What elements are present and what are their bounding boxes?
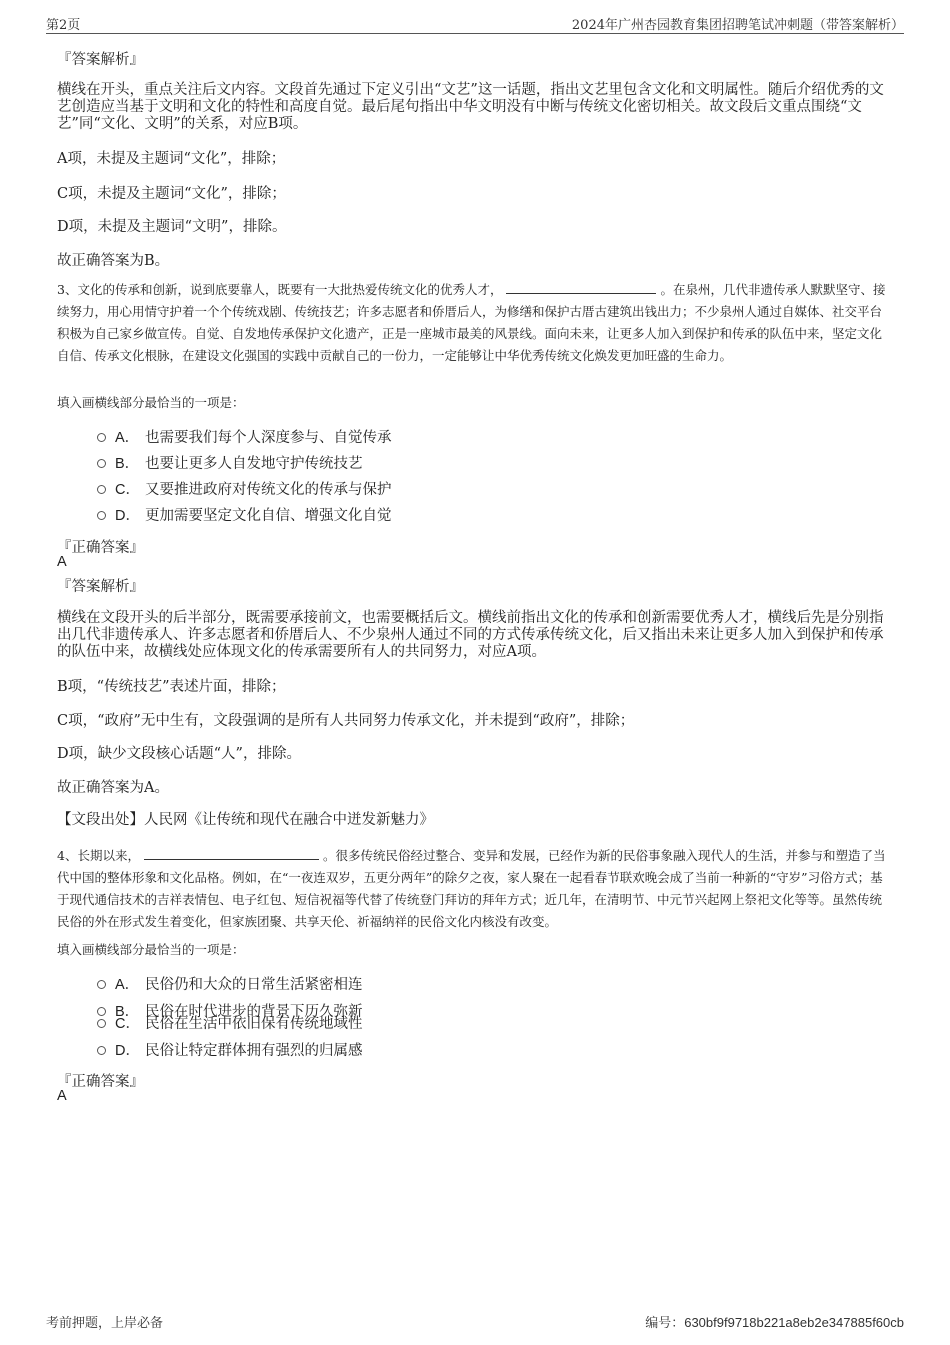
q3-text-after: 。在泉州，几代非遗传承人默默坚守、接续努力，用心用情守护着一个个传统戏剧、传统技艺；许多志愿者和侨厝后人，为修缮和保护古厝古建筑出钱出力；不少泉州人通过自媒体、社交平台积极为自己家乡做宣传。自觉、自发地传承保护文化遗产，正是一座城市最美的风景线。面向未来，让更多人加入到保护和传承的队伍中来，坚定文化自信、传承文化根脉，在建设文化强国的实践中贡献自己的一份力，一定能够让中华优秀传统文化焕发更加旺盛的生命力。 [57, 282, 886, 363]
q3-source: 【文段出处】人民网《让传统和现代在融合中迸发新魅力》 [57, 812, 434, 828]
q4-correct-label: 『正确答案』 [57, 1074, 144, 1090]
q4-correct-answer: A [57, 1088, 67, 1104]
q3-prompt: 填入画横线部分最恰当的一项是： [57, 395, 245, 410]
q3-blank [506, 280, 656, 294]
radio-icon[interactable] [97, 433, 106, 442]
q3-note-c: C项，“政府”无中生有，文段强调的是所有人共同努力传承文化，并未提到“政府”，排除； [57, 713, 635, 729]
radio-icon[interactable] [97, 1019, 106, 1028]
q3-note-d: D项，缺少文段核心话题“人”，排除。 [57, 746, 301, 762]
q4-prompt: 填入画横线部分最恰当的一项是： [57, 942, 245, 957]
q3-option-b[interactable]: B． 也要让更多人自发地守护传统技艺 [97, 455, 363, 473]
q4-stem [57, 845, 892, 933]
q3-option-c[interactable]: C． 又要推进政府对传统文化的传承与保护 [97, 481, 392, 499]
footer-slogan: 考前押题，上岸必备 [46, 1316, 164, 1331]
q2-analysis-label: 『答案解析』 [57, 52, 144, 68]
q2-note-d: D项，未提及主题词“文明”，排除。 [57, 219, 287, 235]
q4-option-d[interactable]: D． 民俗让特定群体拥有强烈的归属感 [97, 1042, 363, 1060]
radio-icon[interactable] [97, 980, 106, 989]
q4-option-c[interactable]: C． 民俗在生活中依旧保有传统地域性 [97, 1015, 363, 1033]
q3-analysis-paragraph: 横线在文段开头的后半部分，既需要承接前文，也需要概括后文。横线前指出文化的传承和创新需要优秀人才，横线后先是分别指出几代非遗传承人、许多志愿者和侨厝后人、不少泉州人通过不同的方式传承传统文化，后又指出未来让更多人加入到保护和传承的队伍中来，故横线处应体现文化的传承需要所有人的共同努力，对应A项。 [57, 610, 884, 660]
q3-correct-label: 『正确答案』 [57, 540, 144, 556]
q4-option-b[interactable]: B． 民俗在时代进步的背景下历久弥新 [97, 1003, 363, 1021]
page-header [46, 14, 904, 34]
header-divider [46, 33, 904, 34]
page-number: 第2页 [46, 18, 81, 33]
document-title: 2024年广州杏园教育集团招聘笔试冲刺题（带答案解析） [571, 18, 904, 33]
footer-code-value: 630bf9f9718b221a8eb2e347885f60cb [684, 1315, 904, 1330]
radio-icon[interactable] [97, 1046, 106, 1055]
q4-blank [144, 846, 319, 860]
q4-text-before: 4、长期以来， [57, 848, 140, 863]
footer-code [645, 1312, 904, 1331]
q3-text-before: 3、文化的传承和创新，说到底要靠人，既要有一大批热爱传统文化的优秀人才， [57, 282, 503, 297]
q3-correct-answer: A [57, 554, 67, 570]
radio-icon[interactable] [97, 485, 106, 494]
q2-final-answer: 故正确答案为B。 [57, 253, 170, 269]
q4-text-after: 。很多传统民俗经过整合、变异和发展，已经作为新的民俗事象融入现代人的生活，并参与和塑造了当代中国的整体形象和文化品格。例如，在“一夜连双岁，五更分两年”的除夕之夜，家人聚在一起看春节联欢晚会成了当前一种新的“守岁”习俗方式；基于现代通信技术的吉祥表情包、电子红包、短信祝福等代替了传统登门拜访的拜年方式；近几年，在清明节、中元节兴起网上祭祀文化等等。虽然传统民俗的外在形式发生着变化，但家族团聚、共享天伦、祈福纳祥的民俗文化内核没有改变。 [57, 848, 886, 929]
q3-option-a[interactable]: A． 也需要我们每个人深度参与、自觉传承 [97, 429, 392, 447]
q2-note-c: C项，未提及主题词“文化”，排除； [57, 186, 286, 202]
radio-icon[interactable] [97, 459, 106, 468]
q3-stem [57, 279, 892, 367]
q2-note-a: A项，未提及主题词“文化”，排除； [57, 151, 286, 167]
q4-option-a[interactable]: A． 民俗仍和大众的日常生活紧密相连 [97, 976, 363, 994]
radio-icon[interactable] [97, 511, 106, 520]
q3-note-b: B项，“传统技艺”表述片面，排除； [57, 679, 286, 695]
footer-code-label: 编号： [645, 1316, 685, 1331]
q2-analysis-paragraph: 横线在开头，重点关注后文内容。文段首先通过下定义引出“文艺”这一话题，指出文艺里包含文化和文明属性。随后介绍优秀的文艺创造应当基于文明和文化的特性和高度自觉。最后尾句指出中华文明没有中断与传统文化密切相关。故文段后文重点围绕“文艺”同“文化、文明”的关系，对应B项。 [57, 82, 884, 132]
q3-option-d[interactable]: D． 更加需要坚定文化自信、增强文化自觉 [97, 507, 392, 525]
q3-final-answer: 故正确答案为A。 [57, 780, 169, 796]
q3-analysis-label: 『答案解析』 [57, 579, 144, 595]
